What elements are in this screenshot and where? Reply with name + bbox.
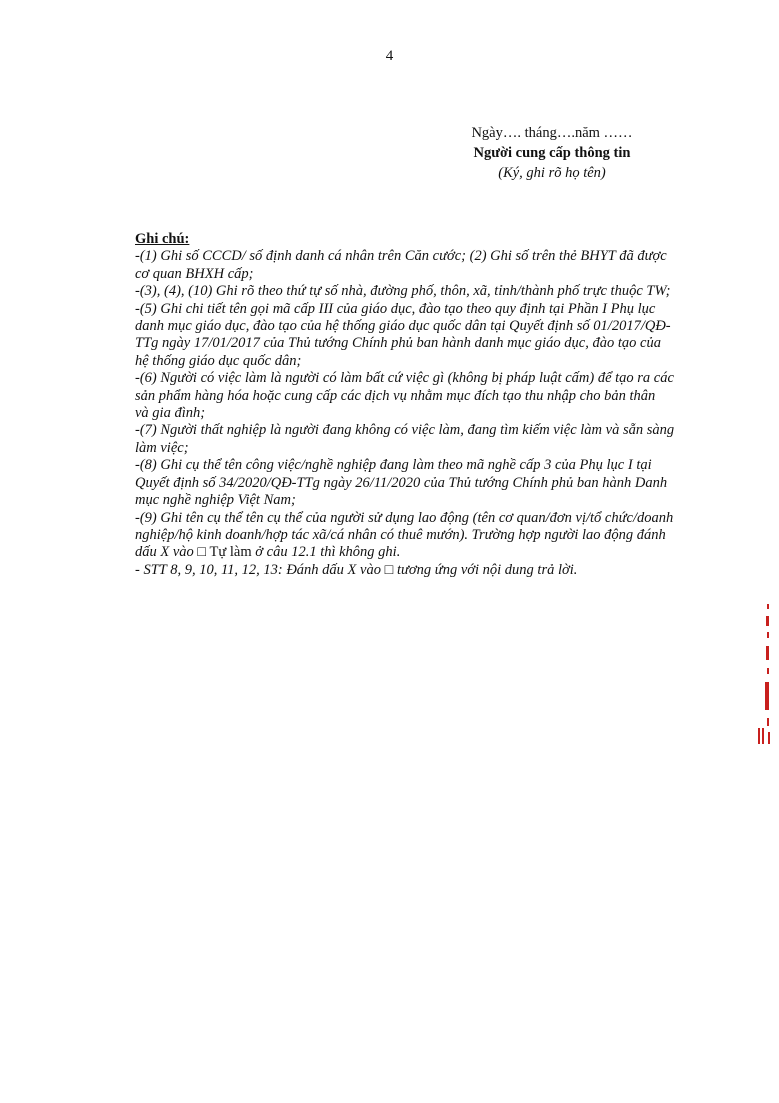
note-line: -(1) Ghi số CCCD/ số định danh cá nhân trên Căn cước; (2) Ghi số trên thẻ BHYT đã được [135, 248, 667, 265]
note-line: làm việc; [135, 439, 189, 456]
checkbox-symbol: □ [197, 544, 207, 561]
note-line: -(6) Người có việc làm là người có làm bất cứ việc gì (không bị pháp luật cấm) để tạo ra các [135, 370, 674, 387]
self-employed-option: Tự làm [206, 544, 252, 561]
note-line-self-employed [135, 544, 720, 561]
notes-heading: Ghi chú: [135, 231, 190, 247]
page-number: 4 [385, 48, 394, 64]
note-line: -(7) Người thất nghiệp là người đang không có việc làm, đang tìm kiếm việc làm và sẵn sàng [135, 422, 675, 439]
note-line: TTg ngày 17/01/2017 của Thủ tướng Chính phủ ban hành danh mục giáo dục, đào tạo của [135, 335, 661, 352]
note-line: -(8) Ghi cụ thể tên công việc/nghề nghiệp đang làm theo mã nghề cấp 3 của Phụ lục I tại [135, 457, 652, 474]
signature-hint: (Ký, ghi rõ họ tên) [498, 165, 606, 181]
note-text: - STT 8, 9, 10, 11, 12, 13: Đánh dấu X vào [135, 561, 385, 578]
note-line: -(3), (4), (10) Ghi rõ theo thứ tự số nhà, đường phố, thôn, xã, tỉnh/thành phố trực thuộc TW; [135, 283, 671, 300]
note-text: dấu X vào [135, 544, 198, 561]
checkbox-symbol: □ [384, 561, 394, 578]
note-line: -(5) Ghi chi tiết tên gọi mã cấp III của giáo dục, đào tạo theo quy định tại Phần I Phụ lục [135, 300, 656, 317]
note-text: tương ứng với nội dung trả lời. [393, 561, 578, 578]
note-line: cơ quan BHXH cấp; [135, 265, 254, 282]
note-line: danh mục giáo dục, đào tạo của hệ thống giáo dục quốc dân tại Quyết định số 01/2017/QĐ- [135, 318, 671, 335]
note-line: Quyết định số 34/2020/QĐ-TTg ngày 26/11/2020 của Thủ tướng Chính phủ ban hành Danh [135, 474, 668, 491]
notes-section [135, 231, 720, 579]
note-line: nghiệp/hộ kinh doanh/hợp tác xã/cá nhân có thuê mướn). Trường hợp người lao động đánh [135, 526, 666, 543]
note-line: hệ thống giáo dục quốc dân; [135, 352, 302, 369]
note-line: mục nghề nghiệp Việt Nam; [135, 492, 296, 509]
scan-edge-stamp-mark [755, 602, 775, 752]
note-line: sản phẩm hàng hóa hoặc cung cấp các dịch vụ nhằm mục đích tạo thu nhập cho bản thân [135, 387, 656, 404]
note-line-stt [135, 562, 720, 579]
note-text: ở câu 12.1 thì không ghi. [251, 544, 401, 561]
signature-provider-title: Người cung cấp thông tin [473, 145, 631, 161]
note-line: và gia đình; [135, 405, 206, 422]
note-line: -(9) Ghi tên cụ thể tên cụ thể của người sử dụng lao động (tên cơ quan/đơn vị/tổ chức/doanh [135, 509, 674, 526]
signature-date-line: Ngày…. tháng….năm …… [471, 125, 633, 141]
signature-block [462, 123, 642, 183]
